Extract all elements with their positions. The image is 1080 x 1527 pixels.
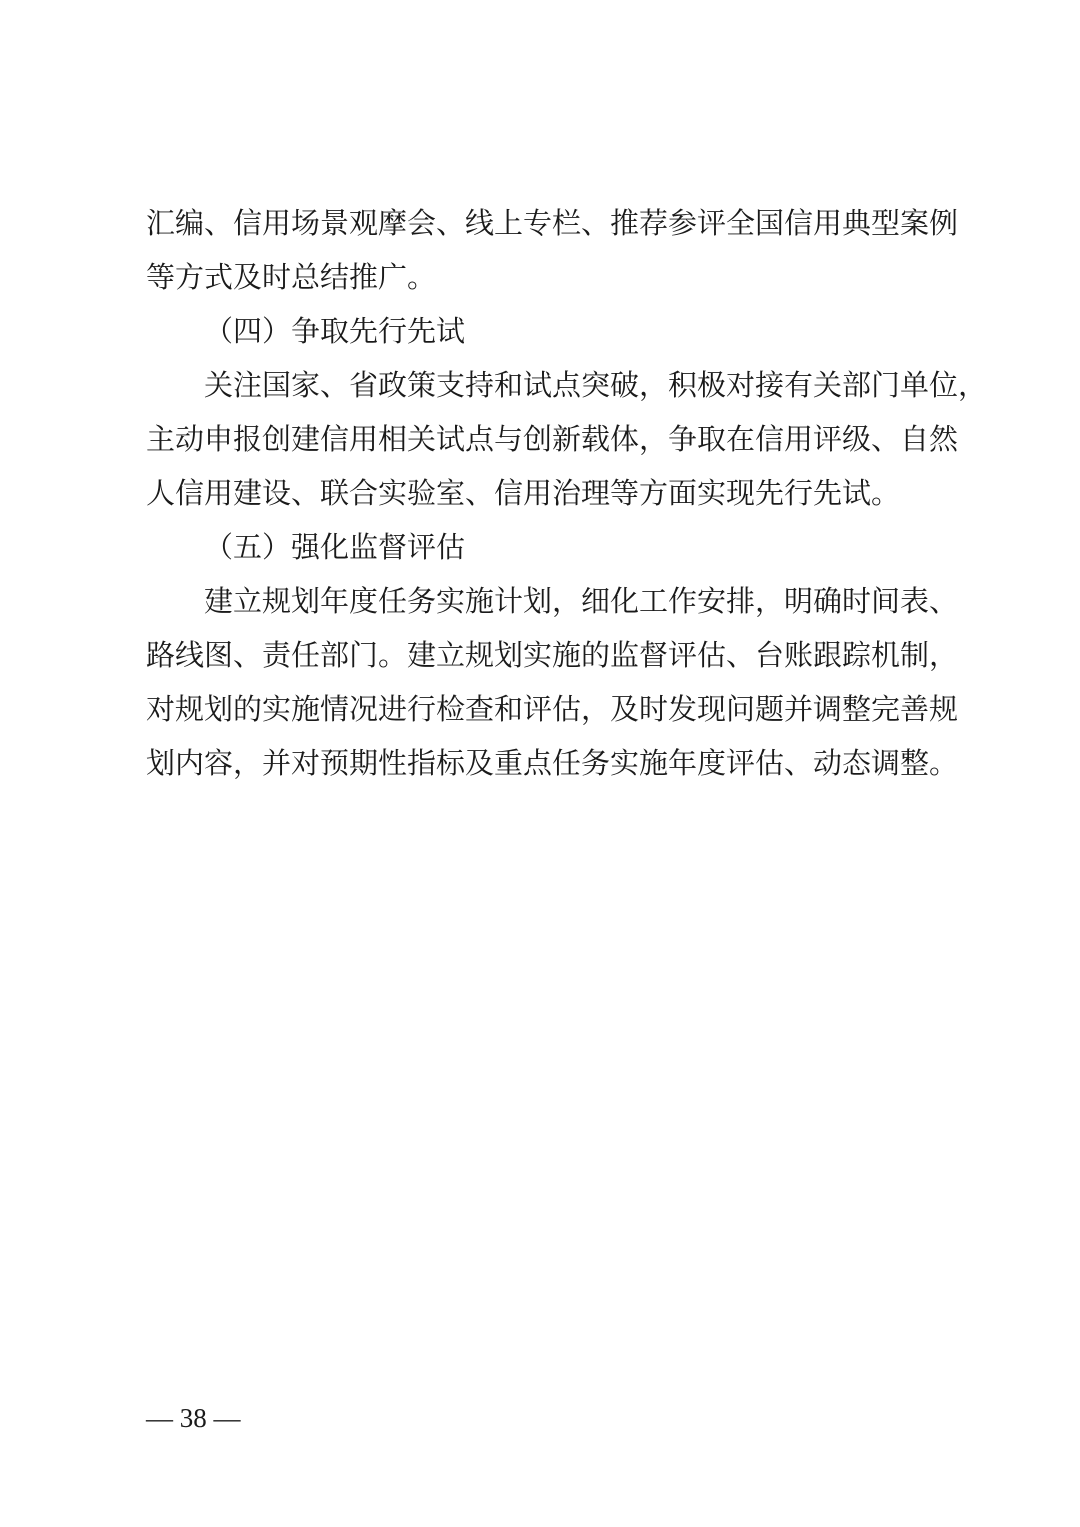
paragraph-line: 汇编、信用场景观摩会、线上专栏、推荐参评全国信用典型案例 [146, 206, 959, 240]
paragraph-line: 路线图、责任部门。建立规划实施的监督评估、台账跟踪机制， [146, 638, 959, 672]
paragraph-line: 关注国家、省政策支持和试点突破，积极对接有关部门单位， [204, 368, 988, 402]
paragraph-line: 等方式及时总结推广。 [146, 260, 437, 294]
body-text [146, 196, 988, 790]
paragraph-line: 对规划的实施情况进行检查和评估，及时发现问题并调整完善规 [146, 692, 959, 726]
paragraph-line: 建立规划年度任务实施计划，细化工作安排，明确时间表、 [204, 584, 959, 618]
page-number: — 38 — [146, 1403, 241, 1433]
paragraph-line: 人信用建设、联合实验室、信用治理等方面实现先行先试。 [146, 476, 901, 510]
section-heading: （五）强化监督评估 [204, 530, 466, 564]
paragraph-line: 划内容，并对预期性指标及重点任务实施年度评估、动态调整。 [146, 746, 959, 780]
section-heading: （四）争取先行先试 [204, 314, 466, 348]
paragraph-line: 主动申报创建信用相关试点与创新载体，争取在信用评级、自然 [146, 422, 959, 456]
